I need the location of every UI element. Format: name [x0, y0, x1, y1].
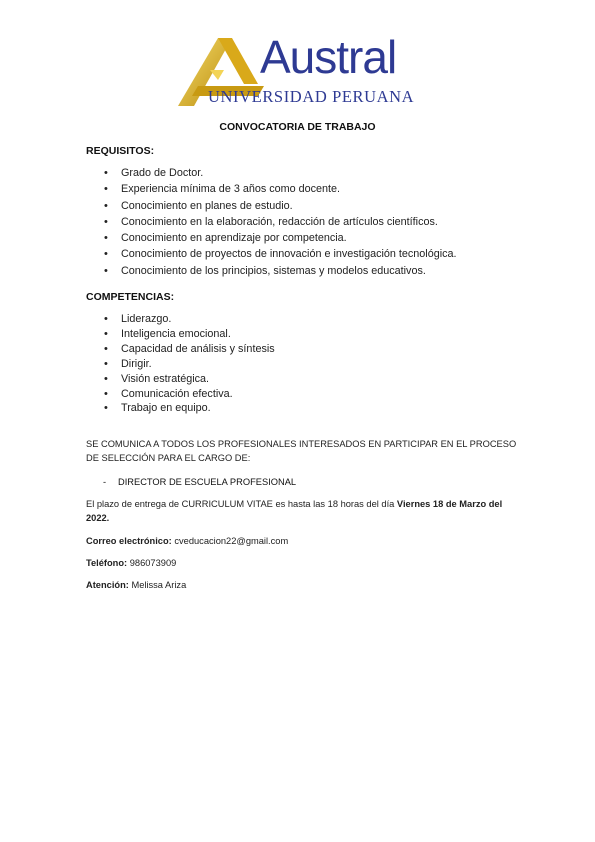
page-title: CONVOCATORIA DE TRABAJO [219, 121, 376, 133]
correo-label: Correo electrónico: [86, 536, 172, 546]
plazo-deadline: Viernes 18 de Marzo del 2022. [86, 499, 503, 523]
list-item: • Dirigir. [104, 357, 275, 372]
list-item: • Conocimiento en planes de estudio. [104, 198, 457, 214]
atencion-line [86, 580, 186, 590]
atencion-value: Melissa Ariza [131, 580, 187, 590]
list-item: • Conocimiento de los principios, sistemas y modelos educativos. [104, 263, 457, 279]
list-item: • Trabajo en equipo. [104, 401, 275, 416]
plazo-text [86, 497, 511, 525]
announcement-text: SE COMUNICA A TODOS LOS PROFESIONALES INTERESADOS EN PARTICIPAR EN EL PROCESO DE SELECCIÓN PARA EL CARGO DE: [86, 439, 517, 463]
list-item: • Capacidad de análisis y síntesis [104, 342, 275, 357]
telefono-value: 986073909 [129, 558, 177, 568]
atencion-label: Atención: [86, 580, 129, 590]
list-item: • Comunicación efectiva. [104, 387, 275, 402]
list-item: • Inteligencia emocional. [104, 327, 275, 342]
correo-value: cveducacion22@gmail.com [174, 536, 289, 546]
requisitos-list [104, 165, 457, 279]
list-item: • Conocimiento en aprendizaje por competencia. [104, 230, 457, 246]
university-logo [172, 28, 422, 110]
list-item: • Conocimiento en la elaboración, redacción de artículos científicos. [104, 214, 457, 230]
telefono-line [86, 558, 176, 568]
correo-line [86, 536, 288, 546]
logo-subtitle: UNIVERSIDAD PERUANA [208, 87, 415, 106]
list-item: • Visión estratégica. [104, 372, 275, 387]
logo-wordmark: Austral [260, 31, 397, 83]
list-item: • Experiencia mínima de 3 años como docente. [104, 181, 457, 197]
telefono-label: Teléfono: [86, 558, 128, 568]
list-item: • Grado de Doctor. [104, 165, 457, 181]
competencias-heading: COMPETENCIAS: [86, 291, 175, 303]
requisitos-heading: REQUISITOS: [86, 145, 155, 157]
cargo-dash: - [103, 477, 107, 487]
list-item: • Conocimiento de proyectos de innovación e investigación tecnológica. [104, 246, 457, 262]
cargo-text: DIRECTOR DE ESCUELA PROFESIONAL [118, 477, 297, 487]
competencias-list [104, 312, 275, 416]
list-item: • Liderazgo. [104, 312, 275, 327]
plazo-body: El plazo de entrega de CURRICULUM VITAE es hasta las 18 horas del día [86, 499, 397, 509]
cargo-item [103, 477, 296, 487]
